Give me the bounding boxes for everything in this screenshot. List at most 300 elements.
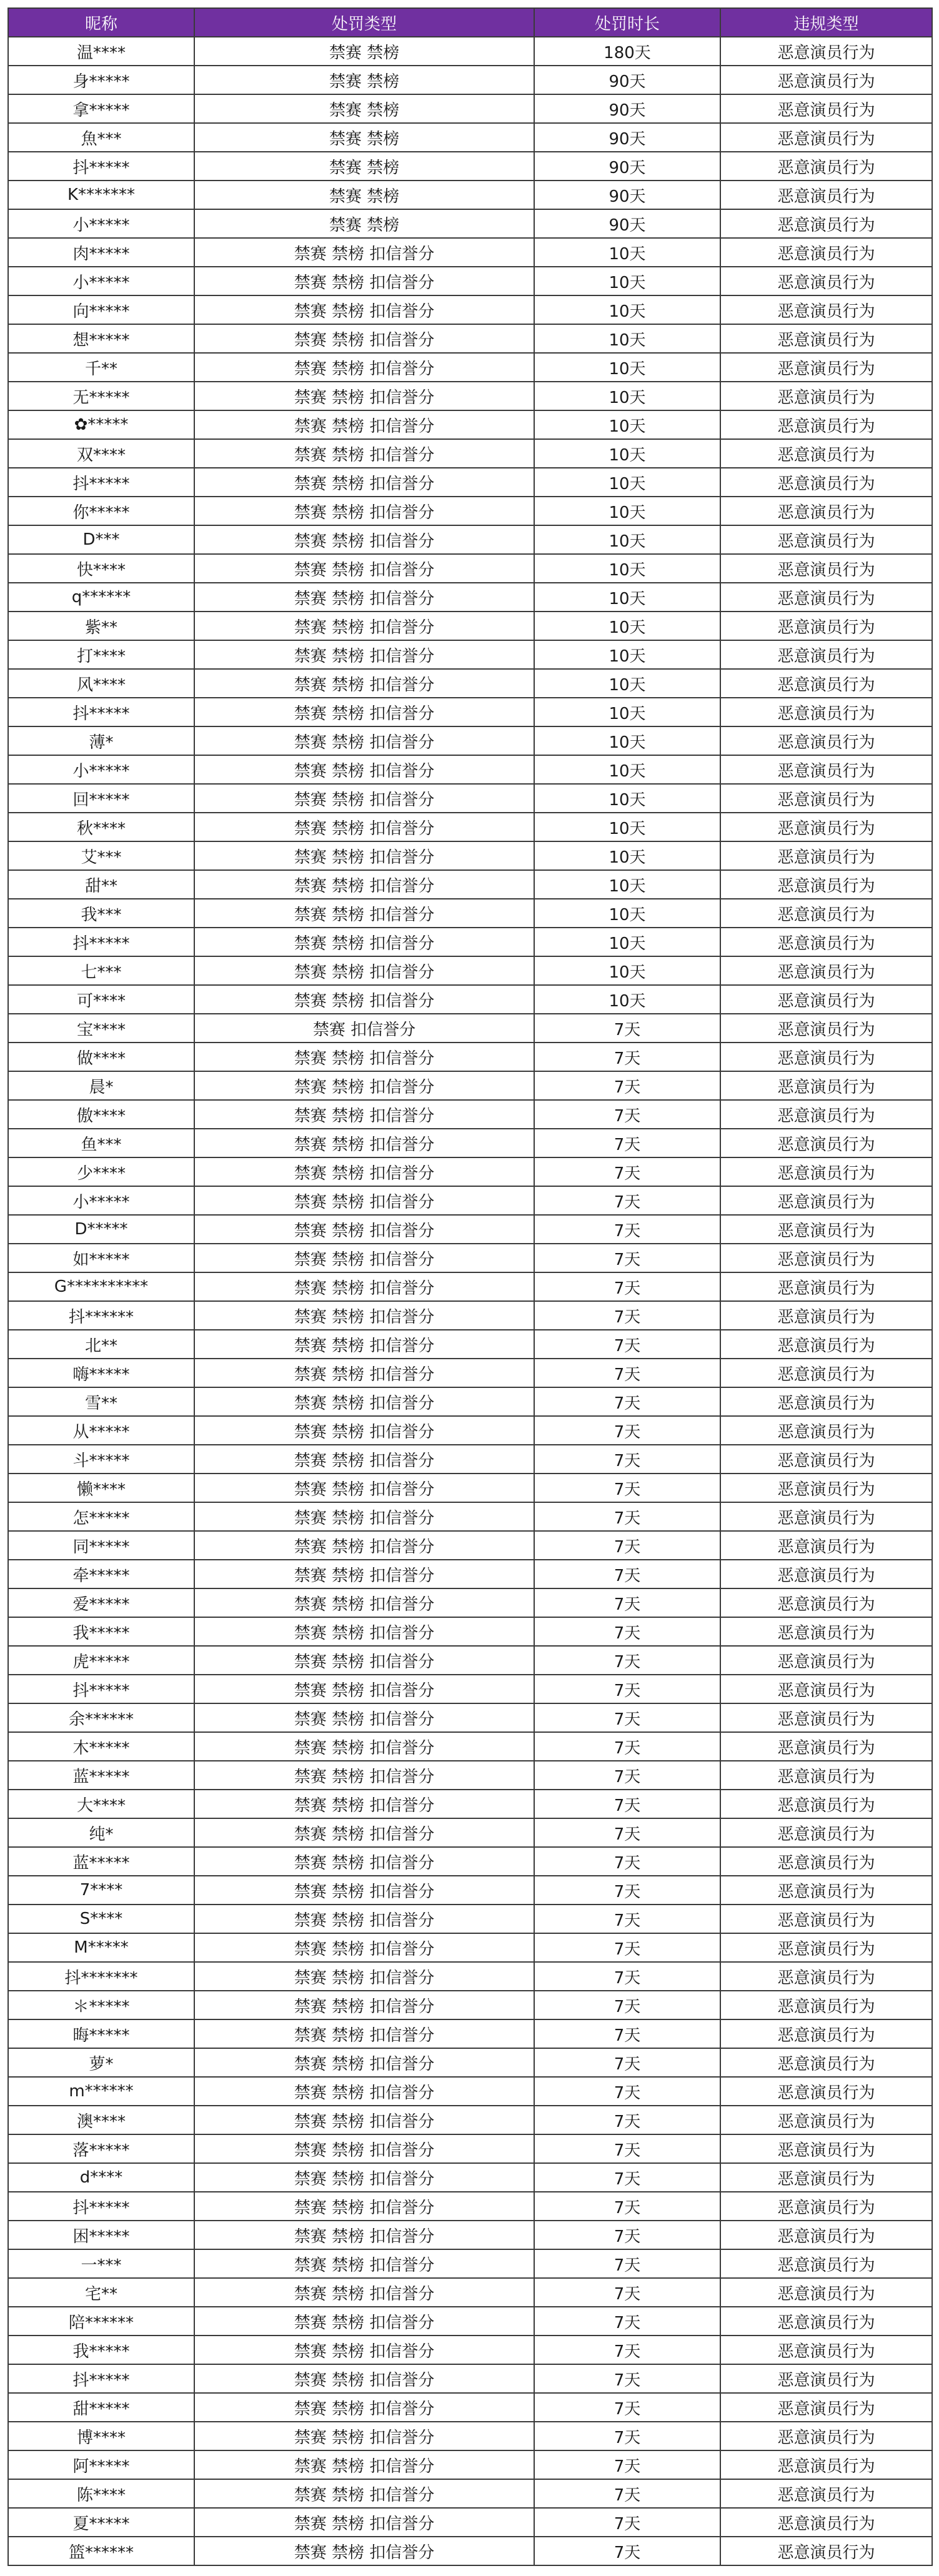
cell-penalty-type: 禁赛 禁榜 扣信誉分 bbox=[194, 2450, 534, 2479]
cell-violation-type: 恶意演员行为 bbox=[720, 525, 932, 554]
cell-violation-type: 恶意演员行为 bbox=[720, 152, 932, 181]
cell-violation-type: 恶意演员行为 bbox=[720, 1588, 932, 1617]
table-row bbox=[8, 1129, 932, 1157]
cell-penalty-type: 禁赛 禁榜 扣信誉分 bbox=[194, 2537, 534, 2565]
cell-violation-type: 恶意演员行为 bbox=[720, 2163, 932, 2192]
cell-penalty-duration: 7天 bbox=[534, 1445, 720, 1474]
cell-penalty-duration: 10天 bbox=[534, 899, 720, 928]
cell-penalty-type: 禁赛 禁榜 扣信誉分 bbox=[194, 1330, 534, 1359]
cell-violation-type: 恶意演员行为 bbox=[720, 2019, 932, 2048]
cell-penalty-duration: 7天 bbox=[534, 1129, 720, 1157]
table-row bbox=[8, 2422, 932, 2450]
cell-violation-type: 恶意演员行为 bbox=[720, 899, 932, 928]
cell-violation-type: 恶意演员行为 bbox=[720, 1703, 932, 1732]
cell-nickname: m****** bbox=[8, 2077, 194, 2106]
cell-violation-type: 恶意演员行为 bbox=[720, 612, 932, 640]
cell-penalty-type: 禁赛 禁榜 扣信誉分 bbox=[194, 353, 534, 382]
cell-nickname: 紫** bbox=[8, 612, 194, 640]
cell-violation-type: 恶意演员行为 bbox=[720, 1272, 932, 1301]
cell-nickname: 甜***** bbox=[8, 2393, 194, 2422]
cell-penalty-type: 禁赛 禁榜 扣信誉分 bbox=[194, 1215, 534, 1244]
cell-nickname: 懒**** bbox=[8, 1474, 194, 1502]
table-row bbox=[8, 2134, 932, 2163]
cell-penalty-duration: 7天 bbox=[534, 1043, 720, 1071]
cell-penalty-type: 禁赛 禁榜 扣信誉分 bbox=[194, 1962, 534, 1991]
cell-penalty-type: 禁赛 禁榜 bbox=[194, 94, 534, 123]
cell-violation-type: 恶意演员行为 bbox=[720, 2134, 932, 2163]
cell-penalty-type: 禁赛 禁榜 扣信誉分 bbox=[194, 295, 534, 324]
column-header-violation-type: 违规类型 bbox=[720, 8, 932, 37]
cell-penalty-type: 禁赛 禁榜 bbox=[194, 152, 534, 181]
cell-nickname: 拿***** bbox=[8, 94, 194, 123]
cell-penalty-duration: 7天 bbox=[534, 2163, 720, 2192]
table-row bbox=[8, 1675, 932, 1703]
cell-penalty-type: 禁赛 禁榜 扣信誉分 bbox=[194, 640, 534, 669]
cell-penalty-type: 禁赛 禁榜 扣信誉分 bbox=[194, 468, 534, 497]
table-row bbox=[8, 1790, 932, 1818]
cell-nickname: 落***** bbox=[8, 2134, 194, 2163]
cell-penalty-duration: 10天 bbox=[534, 468, 720, 497]
cell-penalty-duration: 7天 bbox=[534, 1301, 720, 1330]
cell-violation-type: 恶意演员行为 bbox=[720, 841, 932, 870]
table-row bbox=[8, 2048, 932, 2077]
cell-penalty-type: 禁赛 禁榜 扣信誉分 bbox=[194, 1531, 534, 1560]
table-row bbox=[8, 841, 932, 870]
cell-nickname: 爱***** bbox=[8, 1588, 194, 1617]
cell-penalty-type: 禁赛 禁榜 扣信誉分 bbox=[194, 726, 534, 755]
cell-nickname: 鱼*** bbox=[8, 1129, 194, 1157]
cell-nickname: q****** bbox=[8, 583, 194, 612]
cell-penalty-type: 禁赛 禁榜 扣信誉分 bbox=[194, 2106, 534, 2134]
table-row bbox=[8, 1301, 932, 1330]
cell-violation-type: 恶意演员行为 bbox=[720, 66, 932, 94]
cell-nickname: 蓝***** bbox=[8, 1761, 194, 1790]
cell-nickname: 傲**** bbox=[8, 1100, 194, 1129]
cell-violation-type: 恶意演员行为 bbox=[720, 956, 932, 985]
table-row bbox=[8, 1588, 932, 1617]
cell-nickname: D*** bbox=[8, 525, 194, 554]
cell-nickname: 一*** bbox=[8, 2249, 194, 2278]
table-row bbox=[8, 2364, 932, 2393]
table-row bbox=[8, 1962, 932, 1991]
cell-violation-type: 恶意演员行为 bbox=[720, 1244, 932, 1272]
cell-penalty-type: 禁赛 禁榜 扣信誉分 bbox=[194, 2221, 534, 2249]
cell-penalty-duration: 10天 bbox=[534, 698, 720, 726]
cell-penalty-type: 禁赛 禁榜 扣信誉分 bbox=[194, 2336, 534, 2364]
cell-penalty-duration: 7天 bbox=[534, 2364, 720, 2393]
cell-violation-type: 恶意演员行为 bbox=[720, 1014, 932, 1043]
cell-nickname: K******* bbox=[8, 181, 194, 209]
cell-nickname: 回***** bbox=[8, 784, 194, 813]
cell-penalty-type: 禁赛 扣信誉分 bbox=[194, 1014, 534, 1043]
cell-violation-type: 恶意演员行为 bbox=[720, 784, 932, 813]
cell-violation-type: 恶意演员行为 bbox=[720, 1474, 932, 1502]
table-row bbox=[8, 1186, 932, 1215]
cell-penalty-duration: 10天 bbox=[534, 784, 720, 813]
cell-violation-type: 恶意演员行为 bbox=[720, 1876, 932, 1905]
cell-penalty-type: 禁赛 禁榜 扣信誉分 bbox=[194, 1416, 534, 1445]
table-row bbox=[8, 1157, 932, 1186]
cell-nickname: 我*** bbox=[8, 899, 194, 928]
cell-nickname: 温**** bbox=[8, 37, 194, 66]
cell-penalty-type: 禁赛 禁榜 bbox=[194, 123, 534, 152]
cell-violation-type: 恶意演员行为 bbox=[720, 1043, 932, 1071]
cell-violation-type: 恶意演员行为 bbox=[720, 755, 932, 784]
table-row bbox=[8, 66, 932, 94]
cell-penalty-duration: 7天 bbox=[534, 1617, 720, 1646]
cell-nickname: 篮****** bbox=[8, 2537, 194, 2565]
cell-penalty-type: 禁赛 禁榜 扣信誉分 bbox=[194, 1445, 534, 1474]
cell-penalty-duration: 10天 bbox=[534, 554, 720, 583]
cell-penalty-duration: 7天 bbox=[534, 1876, 720, 1905]
cell-violation-type: 恶意演员行为 bbox=[720, 985, 932, 1014]
table-row bbox=[8, 37, 932, 66]
cell-penalty-type: 禁赛 禁榜 扣信誉分 bbox=[194, 669, 534, 698]
cell-violation-type: 恶意演员行为 bbox=[720, 1790, 932, 1818]
cell-nickname: S**** bbox=[8, 1905, 194, 1933]
cell-violation-type: 恶意演员行为 bbox=[720, 123, 932, 152]
cell-violation-type: 恶意演员行为 bbox=[720, 1531, 932, 1560]
cell-violation-type: 恶意演员行为 bbox=[720, 928, 932, 956]
cell-violation-type: 恶意演员行为 bbox=[720, 640, 932, 669]
cell-violation-type: 恶意演员行为 bbox=[720, 1215, 932, 1244]
cell-penalty-duration: 90天 bbox=[534, 209, 720, 238]
cell-violation-type: 恶意演员行为 bbox=[720, 669, 932, 698]
cell-penalty-duration: 7天 bbox=[534, 2106, 720, 2134]
table-row bbox=[8, 1761, 932, 1790]
cell-nickname: 澳**** bbox=[8, 2106, 194, 2134]
table-row bbox=[8, 497, 932, 525]
cell-penalty-type: 禁赛 禁榜 扣信誉分 bbox=[194, 2307, 534, 2336]
cell-penalty-duration: 7天 bbox=[534, 2048, 720, 2077]
cell-penalty-duration: 10天 bbox=[534, 353, 720, 382]
cell-penalty-type: 禁赛 禁榜 扣信誉分 bbox=[194, 870, 534, 899]
cell-penalty-duration: 7天 bbox=[534, 1703, 720, 1732]
cell-nickname: 雪** bbox=[8, 1387, 194, 1416]
cell-penalty-type: 禁赛 禁榜 扣信誉分 bbox=[194, 497, 534, 525]
table-row bbox=[8, 1071, 932, 1100]
table-row bbox=[8, 2163, 932, 2192]
cell-penalty-type: 禁赛 禁榜 扣信誉分 bbox=[194, 2364, 534, 2393]
cell-penalty-type: 禁赛 禁榜 扣信誉分 bbox=[194, 813, 534, 841]
cell-penalty-duration: 7天 bbox=[534, 1560, 720, 1588]
table-row bbox=[8, 1991, 932, 2019]
table-header bbox=[8, 8, 932, 37]
cell-penalty-type: 禁赛 禁榜 扣信誉分 bbox=[194, 267, 534, 295]
cell-penalty-type: 禁赛 禁榜 扣信誉分 bbox=[194, 2278, 534, 2307]
cell-penalty-duration: 10天 bbox=[534, 669, 720, 698]
table-row bbox=[8, 1244, 932, 1272]
table-row bbox=[8, 899, 932, 928]
cell-penalty-duration: 7天 bbox=[534, 2508, 720, 2537]
cell-penalty-type: 禁赛 禁榜 扣信誉分 bbox=[194, 1703, 534, 1732]
cell-penalty-duration: 10天 bbox=[534, 410, 720, 439]
table-row bbox=[8, 1732, 932, 1761]
cell-penalty-duration: 7天 bbox=[534, 1761, 720, 1790]
cell-nickname: 博**** bbox=[8, 2422, 194, 2450]
cell-penalty-type: 禁赛 禁榜 扣信誉分 bbox=[194, 1588, 534, 1617]
cell-penalty-type: 禁赛 禁榜 扣信誉分 bbox=[194, 1129, 534, 1157]
cell-nickname: 少**** bbox=[8, 1157, 194, 1186]
cell-penalty-duration: 10天 bbox=[534, 870, 720, 899]
table-row bbox=[8, 2450, 932, 2479]
cell-penalty-duration: 7天 bbox=[534, 1244, 720, 1272]
cell-violation-type: 恶意演员行为 bbox=[720, 2479, 932, 2508]
cell-violation-type: 恶意演员行为 bbox=[720, 1100, 932, 1129]
cell-penalty-duration: 7天 bbox=[534, 1416, 720, 1445]
cell-nickname: 萝* bbox=[8, 2048, 194, 2077]
table-row bbox=[8, 1502, 932, 1531]
cell-penalty-duration: 7天 bbox=[534, 1100, 720, 1129]
cell-penalty-type: 禁赛 禁榜 扣信誉分 bbox=[194, 1818, 534, 1847]
table-row bbox=[8, 2336, 932, 2364]
cell-penalty-type: 禁赛 禁榜 扣信誉分 bbox=[194, 525, 534, 554]
cell-nickname: 抖***** bbox=[8, 152, 194, 181]
cell-violation-type: 恶意演员行为 bbox=[720, 295, 932, 324]
cell-violation-type: 恶意演员行为 bbox=[720, 813, 932, 841]
table-row bbox=[8, 554, 932, 583]
cell-penalty-duration: 90天 bbox=[534, 152, 720, 181]
cell-penalty-duration: 7天 bbox=[534, 2019, 720, 2048]
cell-nickname: D***** bbox=[8, 1215, 194, 1244]
cell-violation-type: 恶意演员行为 bbox=[720, 468, 932, 497]
cell-penalty-type: 禁赛 禁榜 扣信誉分 bbox=[194, 439, 534, 468]
cell-penalty-duration: 7天 bbox=[534, 1387, 720, 1416]
cell-penalty-duration: 7天 bbox=[534, 2336, 720, 2364]
table-row bbox=[8, 324, 932, 353]
cell-penalty-type: 禁赛 禁榜 扣信誉分 bbox=[194, 985, 534, 1014]
cell-violation-type: 恶意演员行为 bbox=[720, 1962, 932, 1991]
cell-violation-type: 恶意演员行为 bbox=[720, 1560, 932, 1588]
table-row bbox=[8, 1043, 932, 1071]
cell-violation-type: 恶意演员行为 bbox=[720, 1502, 932, 1531]
cell-nickname: 牵***** bbox=[8, 1560, 194, 1588]
cell-violation-type: 恶意演员行为 bbox=[720, 2364, 932, 2393]
cell-violation-type: 恶意演员行为 bbox=[720, 2508, 932, 2537]
table-row bbox=[8, 1359, 932, 1387]
cell-nickname: 可**** bbox=[8, 985, 194, 1014]
cell-penalty-duration: 7天 bbox=[534, 1502, 720, 1531]
cell-penalty-type: 禁赛 禁榜 扣信誉分 bbox=[194, 956, 534, 985]
cell-penalty-type: 禁赛 禁榜 扣信誉分 bbox=[194, 2192, 534, 2221]
column-header-penalty-duration: 处罚时长 bbox=[534, 8, 720, 37]
cell-penalty-duration: 7天 bbox=[534, 1186, 720, 1215]
cell-violation-type: 恶意演员行为 bbox=[720, 1157, 932, 1186]
cell-penalty-duration: 7天 bbox=[534, 1675, 720, 1703]
table-row bbox=[8, 726, 932, 755]
cell-penalty-duration: 7天 bbox=[534, 2134, 720, 2163]
cell-nickname: 阿***** bbox=[8, 2450, 194, 2479]
cell-penalty-type: 禁赛 禁榜 扣信誉分 bbox=[194, 1991, 534, 2019]
cell-penalty-duration: 7天 bbox=[534, 1014, 720, 1043]
cell-penalty-type: 禁赛 禁榜 扣信誉分 bbox=[194, 928, 534, 956]
table-row bbox=[8, 1387, 932, 1416]
table-row bbox=[8, 1617, 932, 1646]
table-row bbox=[8, 1847, 932, 1876]
cell-penalty-duration: 90天 bbox=[534, 181, 720, 209]
table-row bbox=[8, 382, 932, 410]
cell-penalty-duration: 7天 bbox=[534, 1215, 720, 1244]
table-row bbox=[8, 2307, 932, 2336]
cell-penalty-duration: 10天 bbox=[534, 525, 720, 554]
cell-violation-type: 恶意演员行为 bbox=[720, 1675, 932, 1703]
cell-violation-type: 恶意演员行为 bbox=[720, 1761, 932, 1790]
header-row bbox=[8, 8, 932, 37]
cell-nickname: 抖***** bbox=[8, 468, 194, 497]
cell-violation-type: 恶意演员行为 bbox=[720, 1933, 932, 1962]
cell-penalty-type: 禁赛 禁榜 扣信誉分 bbox=[194, 1387, 534, 1416]
cell-violation-type: 恶意演员行为 bbox=[720, 726, 932, 755]
cell-nickname: 小***** bbox=[8, 267, 194, 295]
cell-penalty-type: 禁赛 禁榜 扣信誉分 bbox=[194, 1359, 534, 1387]
table-row bbox=[8, 295, 932, 324]
cell-nickname: 艾*** bbox=[8, 841, 194, 870]
table-row bbox=[8, 2278, 932, 2307]
cell-penalty-type: 禁赛 禁榜 扣信誉分 bbox=[194, 1732, 534, 1761]
cell-penalty-duration: 7天 bbox=[534, 2077, 720, 2106]
penalty-table bbox=[7, 7, 933, 2566]
cell-penalty-type: 禁赛 禁榜 扣信誉分 bbox=[194, 324, 534, 353]
cell-penalty-type: 禁赛 禁榜 扣信誉分 bbox=[194, 410, 534, 439]
cell-nickname: ✿***** bbox=[8, 410, 194, 439]
table-row bbox=[8, 669, 932, 698]
cell-penalty-duration: 7天 bbox=[534, 1991, 720, 2019]
cell-nickname: 纯* bbox=[8, 1818, 194, 1847]
table-row bbox=[8, 1876, 932, 1905]
cell-penalty-type: 禁赛 禁榜 扣信誉分 bbox=[194, 1474, 534, 1502]
table-row bbox=[8, 698, 932, 726]
cell-penalty-duration: 10天 bbox=[534, 439, 720, 468]
cell-violation-type: 恶意演员行为 bbox=[720, 1387, 932, 1416]
cell-penalty-type: 禁赛 禁榜 扣信誉分 bbox=[194, 2508, 534, 2537]
cell-nickname: 7**** bbox=[8, 1876, 194, 1905]
cell-penalty-duration: 10天 bbox=[534, 956, 720, 985]
cell-nickname: 抖***** bbox=[8, 1675, 194, 1703]
table-row bbox=[8, 956, 932, 985]
cell-penalty-type: 禁赛 禁榜 扣信誉分 bbox=[194, 1646, 534, 1675]
cell-penalty-duration: 10天 bbox=[534, 928, 720, 956]
table-row bbox=[8, 1646, 932, 1675]
cell-nickname: 北** bbox=[8, 1330, 194, 1359]
cell-violation-type: 恶意演员行为 bbox=[720, 2307, 932, 2336]
cell-nickname: 我***** bbox=[8, 1617, 194, 1646]
cell-nickname: 晨* bbox=[8, 1071, 194, 1100]
table-row bbox=[8, 152, 932, 181]
table-row bbox=[8, 94, 932, 123]
table-row bbox=[8, 1474, 932, 1502]
table-row bbox=[8, 1818, 932, 1847]
cell-penalty-type: 禁赛 禁榜 扣信誉分 bbox=[194, 1617, 534, 1646]
cell-penalty-duration: 10天 bbox=[534, 755, 720, 784]
cell-nickname: 甜** bbox=[8, 870, 194, 899]
cell-penalty-duration: 7天 bbox=[534, 1474, 720, 1502]
table-row bbox=[8, 1933, 932, 1962]
table-row bbox=[8, 1531, 932, 1560]
cell-nickname: 秋**** bbox=[8, 813, 194, 841]
cell-nickname: 斗***** bbox=[8, 1445, 194, 1474]
cell-penalty-type: 禁赛 禁榜 扣信誉分 bbox=[194, 2422, 534, 2450]
cell-penalty-type: 禁赛 禁榜 扣信誉分 bbox=[194, 1071, 534, 1100]
cell-penalty-duration: 7天 bbox=[534, 2450, 720, 2479]
cell-violation-type: 恶意演员行为 bbox=[720, 181, 932, 209]
cell-penalty-type: 禁赛 禁榜 bbox=[194, 37, 534, 66]
cell-penalty-duration: 7天 bbox=[534, 2537, 720, 2565]
cell-penalty-duration: 7天 bbox=[534, 1359, 720, 1387]
cell-violation-type: 恶意演员行为 bbox=[720, 2278, 932, 2307]
cell-violation-type: 恶意演员行为 bbox=[720, 1071, 932, 1100]
cell-penalty-duration: 90天 bbox=[534, 66, 720, 94]
cell-nickname: 肉***** bbox=[8, 238, 194, 267]
cell-violation-type: 恶意演员行为 bbox=[720, 1732, 932, 1761]
cell-violation-type: 恶意演员行为 bbox=[720, 238, 932, 267]
table-row bbox=[8, 181, 932, 209]
cell-nickname: 从***** bbox=[8, 1416, 194, 1445]
cell-nickname: 抖******* bbox=[8, 1962, 194, 1991]
cell-penalty-duration: 10天 bbox=[534, 238, 720, 267]
cell-violation-type: 恶意演员行为 bbox=[720, 1186, 932, 1215]
cell-nickname: 同***** bbox=[8, 1531, 194, 1560]
cell-penalty-duration: 10天 bbox=[534, 640, 720, 669]
table-row bbox=[8, 640, 932, 669]
cell-violation-type: 恶意演员行为 bbox=[720, 1646, 932, 1675]
cell-penalty-type: 禁赛 禁榜 扣信誉分 bbox=[194, 1502, 534, 1531]
cell-penalty-type: 禁赛 禁榜 扣信誉分 bbox=[194, 2163, 534, 2192]
cell-penalty-type: 禁赛 禁榜 扣信誉分 bbox=[194, 1761, 534, 1790]
cell-penalty-duration: 10天 bbox=[534, 583, 720, 612]
table-row bbox=[8, 1100, 932, 1129]
cell-nickname: 陈**** bbox=[8, 2479, 194, 2508]
cell-violation-type: 恶意演员行为 bbox=[720, 382, 932, 410]
table-row bbox=[8, 2221, 932, 2249]
cell-penalty-type: 禁赛 禁榜 扣信誉分 bbox=[194, 1675, 534, 1703]
cell-penalty-duration: 90天 bbox=[534, 123, 720, 152]
cell-penalty-type: 禁赛 禁榜 扣信誉分 bbox=[194, 1847, 534, 1876]
cell-violation-type: 恶意演员行为 bbox=[720, 2221, 932, 2249]
cell-nickname: 抖***** bbox=[8, 928, 194, 956]
cell-penalty-duration: 7天 bbox=[534, 1905, 720, 1933]
cell-penalty-type: 禁赛 禁榜 扣信誉分 bbox=[194, 2134, 534, 2163]
cell-violation-type: 恶意演员行为 bbox=[720, 1330, 932, 1359]
table-row bbox=[8, 525, 932, 554]
cell-nickname: 七*** bbox=[8, 956, 194, 985]
cell-penalty-duration: 7天 bbox=[534, 1962, 720, 1991]
cell-nickname: 你***** bbox=[8, 497, 194, 525]
cell-penalty-type: 禁赛 禁榜 扣信誉分 bbox=[194, 755, 534, 784]
cell-nickname: 快**** bbox=[8, 554, 194, 583]
cell-violation-type: 恶意演员行为 bbox=[720, 410, 932, 439]
cell-penalty-duration: 7天 bbox=[534, 1818, 720, 1847]
table-row bbox=[8, 410, 932, 439]
cell-violation-type: 恶意演员行为 bbox=[720, 497, 932, 525]
cell-penalty-duration: 7天 bbox=[534, 1790, 720, 1818]
table-row bbox=[8, 755, 932, 784]
cell-nickname: 余****** bbox=[8, 1703, 194, 1732]
cell-penalty-type: 禁赛 禁榜 扣信誉分 bbox=[194, 1157, 534, 1186]
table-row bbox=[8, 468, 932, 497]
cell-nickname: 如***** bbox=[8, 1244, 194, 1272]
cell-violation-type: 恶意演员行为 bbox=[720, 1617, 932, 1646]
cell-penalty-type: 禁赛 禁榜 bbox=[194, 66, 534, 94]
column-header-nickname: 昵称 bbox=[8, 8, 194, 37]
table-row bbox=[8, 2192, 932, 2221]
cell-violation-type: 恶意演员行为 bbox=[720, 37, 932, 66]
cell-penalty-type: 禁赛 禁榜 扣信誉分 bbox=[194, 841, 534, 870]
cell-penalty-duration: 10天 bbox=[534, 267, 720, 295]
cell-penalty-duration: 10天 bbox=[534, 726, 720, 755]
cell-nickname: 小***** bbox=[8, 755, 194, 784]
cell-nickname: 抖****** bbox=[8, 1301, 194, 1330]
table-row bbox=[8, 985, 932, 1014]
